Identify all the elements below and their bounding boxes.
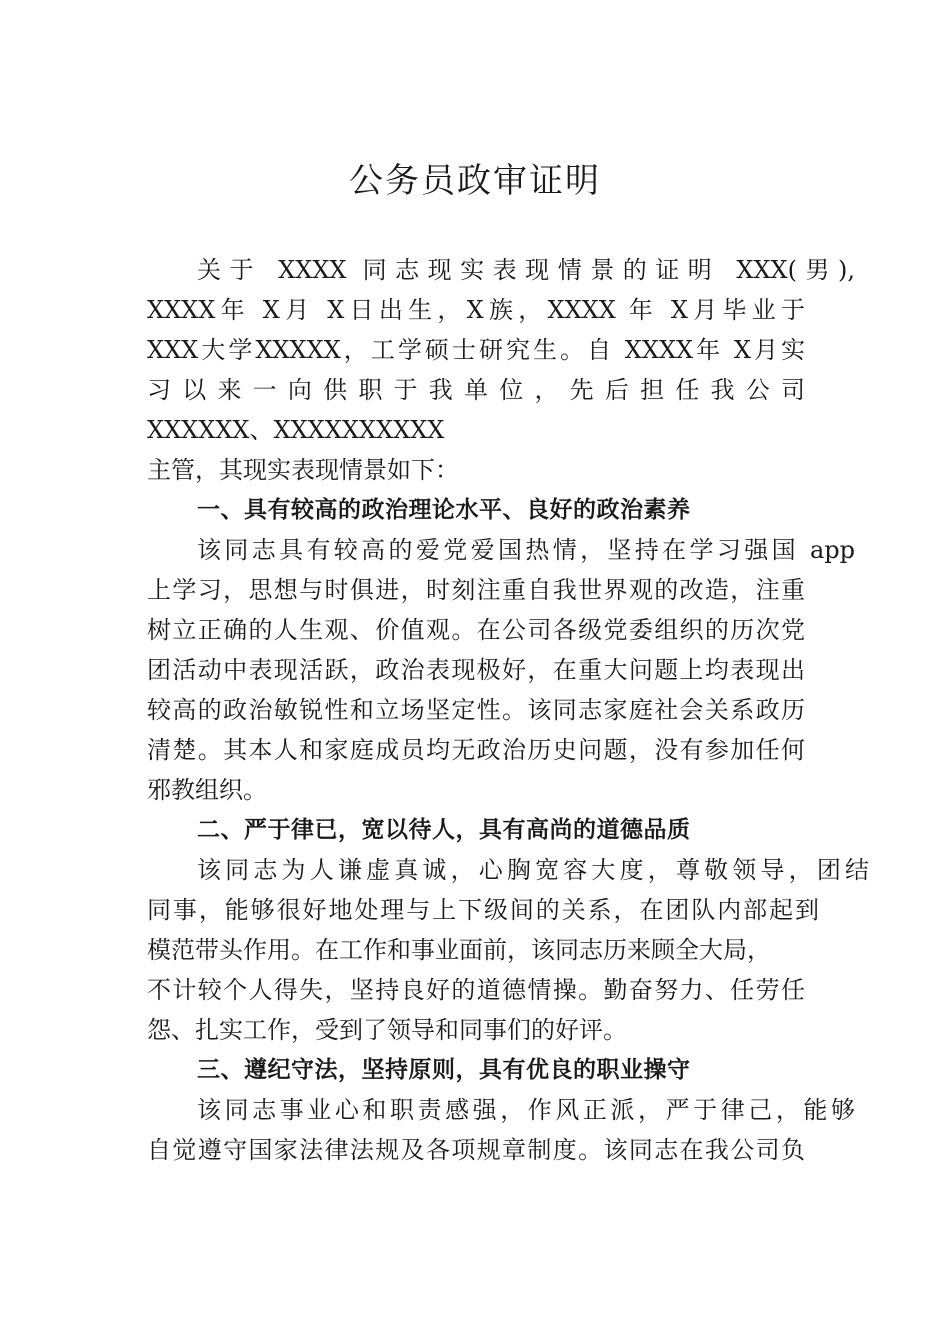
paragraph-line: 较高的政治敏锐性和立场坚定性。该同志家庭社会关系政历 <box>147 696 805 724</box>
paragraph-line: 怨、扎实工作，受到了领导和同事们的好评。 <box>147 1016 627 1044</box>
intro-paragraph <box>147 250 855 490</box>
intro-line: 习以来一向供职于我单位，先后担任我公司 <box>147 376 805 404</box>
intro-line: 主管，其现实表现情景如下： <box>147 456 459 484</box>
paragraph-line: 上学习，思想与时俱进，时刻注重自我世界观的改造，注重 <box>147 576 805 604</box>
document-title: 公务员政审证明 <box>349 161 601 201</box>
paragraph-line: 自觉遵守国家法律法规及各项规章制度。该同志在我公司负 <box>147 1136 805 1164</box>
paragraph-line: 该同志为人谦虚真诚，心胸宽容大度，尊敬领导，团结 <box>197 856 869 884</box>
intro-line: XXXXXX、XXXXXXXXXX <box>147 416 445 444</box>
section-morality <box>147 810 869 1050</box>
paragraph-line: 不计较个人得失，坚持良好的道德情操。勤奋努力、任劳任 <box>147 976 805 1004</box>
document-body <box>147 250 869 1170</box>
paragraph-line: 邪教组织。 <box>147 776 267 804</box>
section-discipline <box>147 1050 855 1170</box>
intro-line: XXX大学XXXXX，工学硕士研究生。自 XXXX年 X月实 <box>147 336 805 364</box>
paragraph-line: 该同志具有较高的爱党爱国热情，坚持在学习强国 app <box>197 536 855 564</box>
paragraph-line: 团活动中表现活跃，政治表现极好，在重大问题上均表现出 <box>147 656 805 684</box>
intro-line: XXXX年 X月 X日出生，X族，XXXX 年 X月毕业于 <box>147 296 805 324</box>
paragraph-line: 该同志事业心和职责感强，作风正派，严于律己，能够 <box>197 1096 855 1124</box>
paragraph-line: 树立正确的人生观、价值观。在公司各级党委组织的历次党 <box>147 616 805 644</box>
paragraph-line: 模范带头作用。在工作和事业面前，该同志历来顾全大局， <box>147 936 771 964</box>
section-heading: 二、严于律已，宽以待人，具有高尚的道德品质 <box>197 817 691 843</box>
section-political <box>147 490 855 810</box>
section-heading: 三、遵纪守法，坚持原则，具有优良的职业操守 <box>197 1057 691 1083</box>
section-heading: 一、具有较高的政治理论水平、良好的政治素养 <box>197 497 691 523</box>
paragraph-line: 清楚。其本人和家庭成员均无政治历史问题，没有参加任何 <box>147 736 805 764</box>
paragraph-line: 同事，能够很好地处理与上下级间的关系，在团队内部起到 <box>147 896 819 924</box>
intro-line: 关于 XXXX 同志现实表现情景的证明 XXX(男), <box>197 256 855 284</box>
